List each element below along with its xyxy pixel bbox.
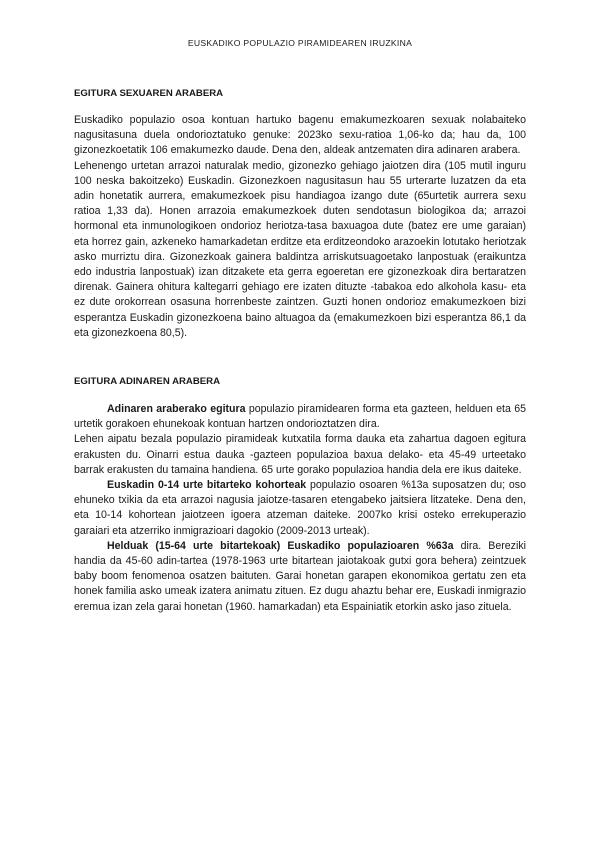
paragraph-text: dira. Bereziki handia da 45-60 adin-tartea (1978-1963 urte bitartean jaiotakoak gutxi gora behera) zeintzuek baby boom fenomenoa osatzen baituten. Garai honetan garapen ekonomikoa gertatu zen eta honek familia asko umeak izatera animatu zituen. Ez dugu ahaztu behar ere, Euskadi inmigrazio eremua izan zela garai honetan (1960. hamarkadan) eta Espainiatik etorkin asko jaso zituela. [74,539,526,613]
section-heading-sex: EGITURA SEXUAREN ARABERA [74,88,224,99]
page-header: EUSKADIKO POPULAZIO PIRAMIDEAREN IRUZKINA [187,38,413,48]
section-body-age [74,402,526,615]
paragraph [74,539,526,615]
paragraph [74,478,526,539]
paragraph: Euskadiko populazio osoa kontuan hartuko bagenu emakumezkoaren sexuak nolabaiteko nagusitasuna duela ondorioztatuko genuke: 2023ko sexu-ratioa 1,06-ko da; hau da, 100 gizonezkoetatik 106 emakumezko daude. Dena den, aldeak antzematen dira adinaren arabera. [74,114,526,157]
section-body-sex [74,113,526,341]
section-heading-age: EGITURA ADINAREN ARABERA [74,376,221,387]
paragraph-text: populazio osoaren %13a suposatzen du; oso ehuneko txikia da eta arrazoi nagusia jaiotze-tasaren etengabeko jaitsiera litzateke. Dena den, eta 10-14 kohortean jaiotzeen igoera atzeman daiteke. 2007ko krisi osteko errekuperazio garaiari eta atzerriko inmigrazioari dagokio (2009-2013 urteak). [74,479,526,537]
paragraph: Lehen aipatu bezala populazio piramideak kutxatila forma dauka eta zahartua dagoen egitura erakusten du. Oinarri estua dauka -gazteen populazioa baxua delako- eta 45-49 urteetako barrak erakusten du tamaina handiena. 65 urte gorako populazioa handia dela ere ikus daiteke. [74,433,526,476]
paragraph-text: populazio piramidearen forma eta gazteen, helduen eta 65 urtetik gorakoen ehunekoak kontuan hartzen ondorioztatzen dira. [74,403,526,431]
bold-lead: Adinaren araberako egitura [107,403,246,415]
bold-lead: Helduak (15-64 urte bitartekoak) Euskadiko populazioaren %63a [107,539,454,552]
paragraph: Lehenengo urtetan arrazoi naturalak medio, gizonezko gehiago jaiotzen dira (105 mutil inguru 100 neska bakoitzeko) Euskadin. Gizonezkoen nagusitasun hau 55 urterarte luzatzen da eta adin honetatik aurrera, emakumezkoek pisu handiagoa izango dute (65urtetik aurrera sexu ratioa 1,33 da). Honen arrazoia emakumezkoek duten sendotasun biologikoa da; arrazoi hormonal eta inmunologikoen ondorioz heriotza-tasa baxuagoa dute (batez ere ume garaian) eta horrez gain, azkeneko hamarkadetan erditze eta erditzeondoko arazoekin lotutako heriotzak asko murriztu dira. Gizonezkoak gainera baldintza arriskutsuagoetako lanpostuak (eraikuntza edo industria lanpostuak) izan ditzakete eta gerra egoeretan ere gizonezkoak dira bertaratzen direnak. Gainera ohitura kaltegarri gehiago ere izaten dituzte -tabakoa edo alkohola kasu- eta ez dute orokorrean osasuna horrenbeste zaintzen. Guzti honen ondorioz emakumezkoen bizi esperantza Euskadin gizonezkoena baino altuagoa da (emakumezkoen bizi esperantza 86,1 da eta gizonezkoena 80,5). [74,159,526,339]
bold-lead: Euskadin 0-14 urte bitarteko kohorteak [107,479,307,492]
paragraph [74,402,526,432]
